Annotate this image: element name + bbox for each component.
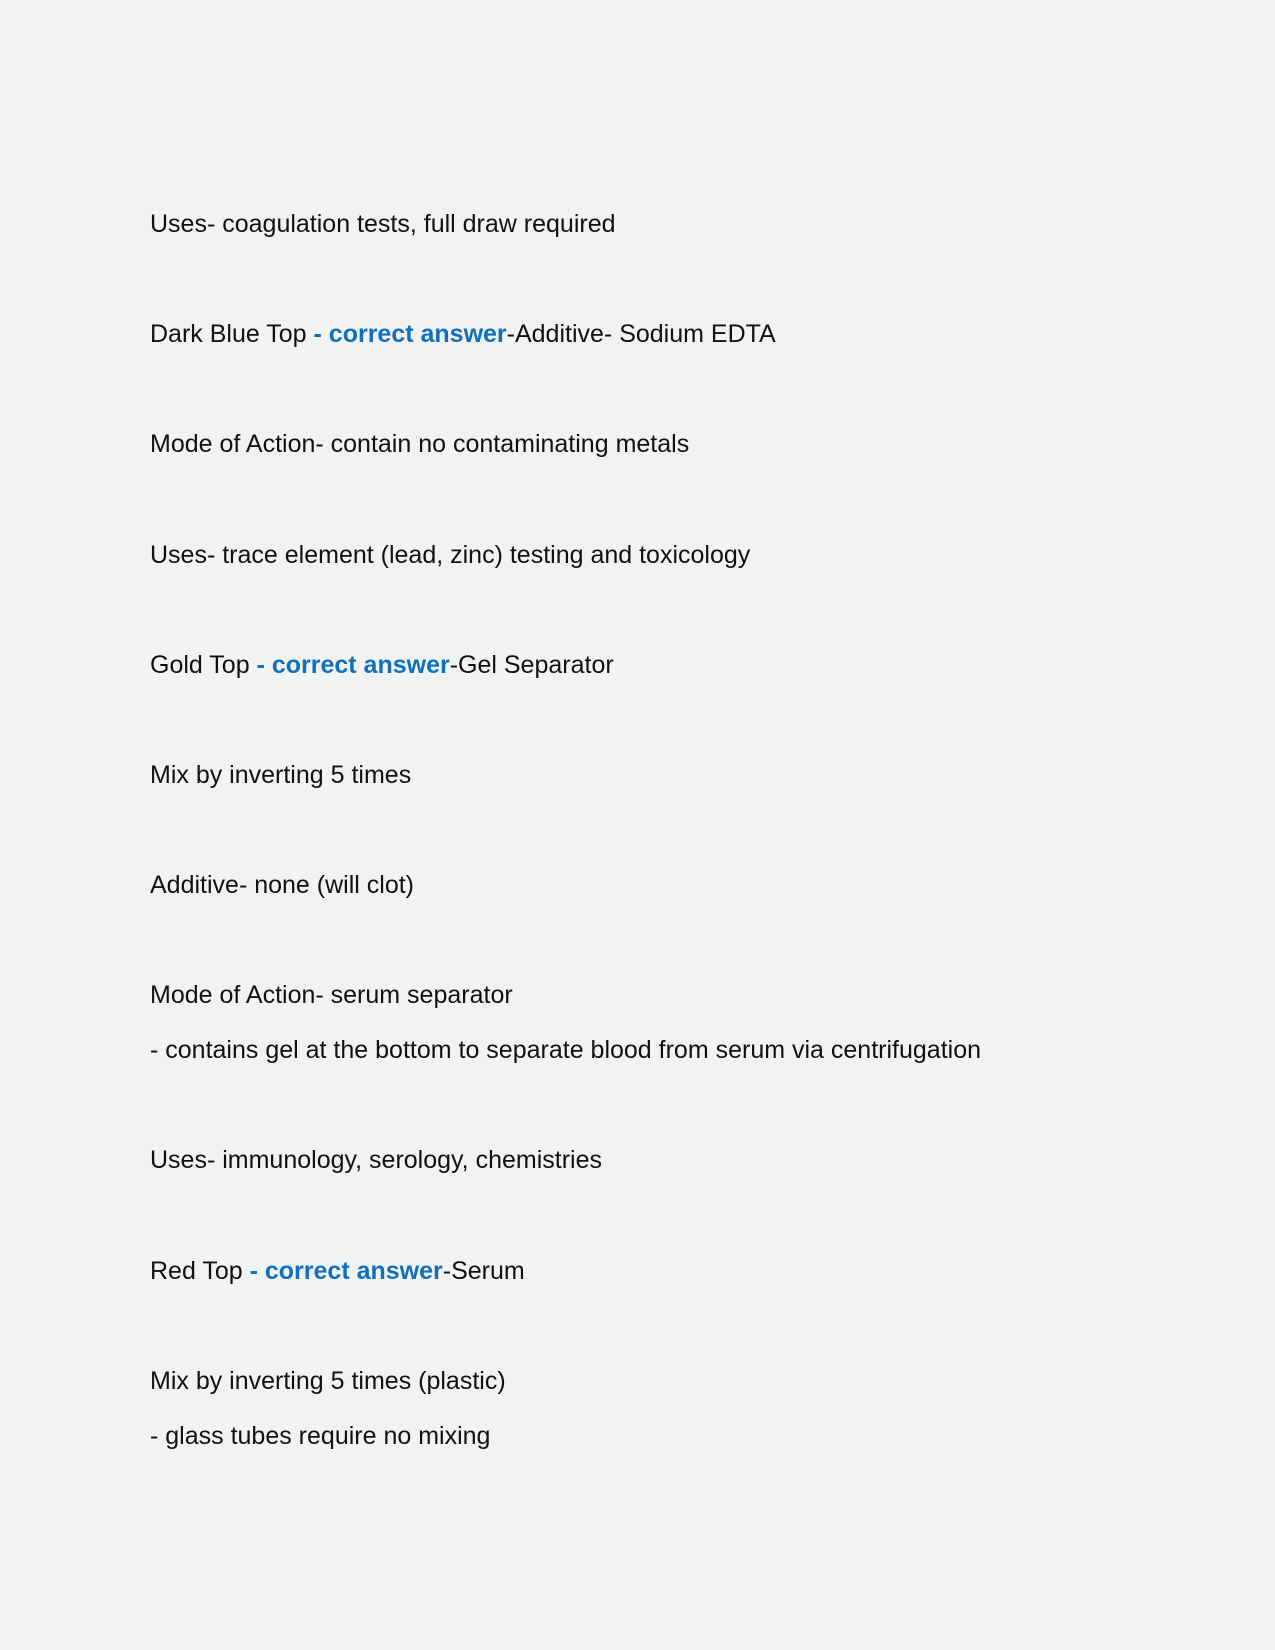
line-text: Mode of Action- contain no contaminating metals	[150, 430, 690, 458]
question-term: Gold Top	[150, 651, 257, 679]
text-line	[150, 980, 513, 1010]
text-line	[150, 1145, 602, 1175]
line-text: - glass tubes require no mixing	[150, 1422, 491, 1450]
text-line	[150, 429, 689, 459]
question-line	[150, 1256, 525, 1286]
text-line	[150, 760, 411, 790]
line-text: Uses- trace element (lead, zinc) testing and toxicology	[150, 541, 751, 569]
text-line	[150, 1366, 506, 1396]
line-text: Mix by inverting 5 times	[150, 761, 412, 789]
question-term: Red Top	[150, 1257, 250, 1285]
correct-answer-label: - correct answer	[249, 1257, 443, 1285]
question-line	[150, 650, 614, 680]
question-line	[150, 319, 776, 349]
text-line	[150, 1035, 981, 1065]
line-text: Uses- immunology, serology, chemistries	[150, 1146, 602, 1174]
question-term: Dark Blue Top	[150, 320, 314, 348]
line-text: Mode of Action- serum separator	[150, 981, 513, 1009]
answer-text: -Gel Separator	[449, 651, 614, 679]
answer-text: -Serum	[442, 1257, 525, 1285]
line-text: Mix by inverting 5 times (plastic)	[150, 1367, 506, 1395]
correct-answer-label: - correct answer	[313, 320, 507, 348]
correct-answer-label: - correct answer	[256, 651, 450, 679]
answer-text: -Additive- Sodium EDTA	[506, 320, 776, 348]
text-line	[150, 209, 616, 239]
text-line	[150, 870, 414, 900]
text-line	[150, 1421, 490, 1451]
line-text: Additive- none (will clot)	[150, 871, 414, 899]
line-text: - contains gel at the bottom to separate blood from serum via centrifugation	[150, 1036, 982, 1064]
text-line	[150, 540, 750, 570]
line-text: Uses- coagulation tests, full draw required	[150, 210, 616, 238]
